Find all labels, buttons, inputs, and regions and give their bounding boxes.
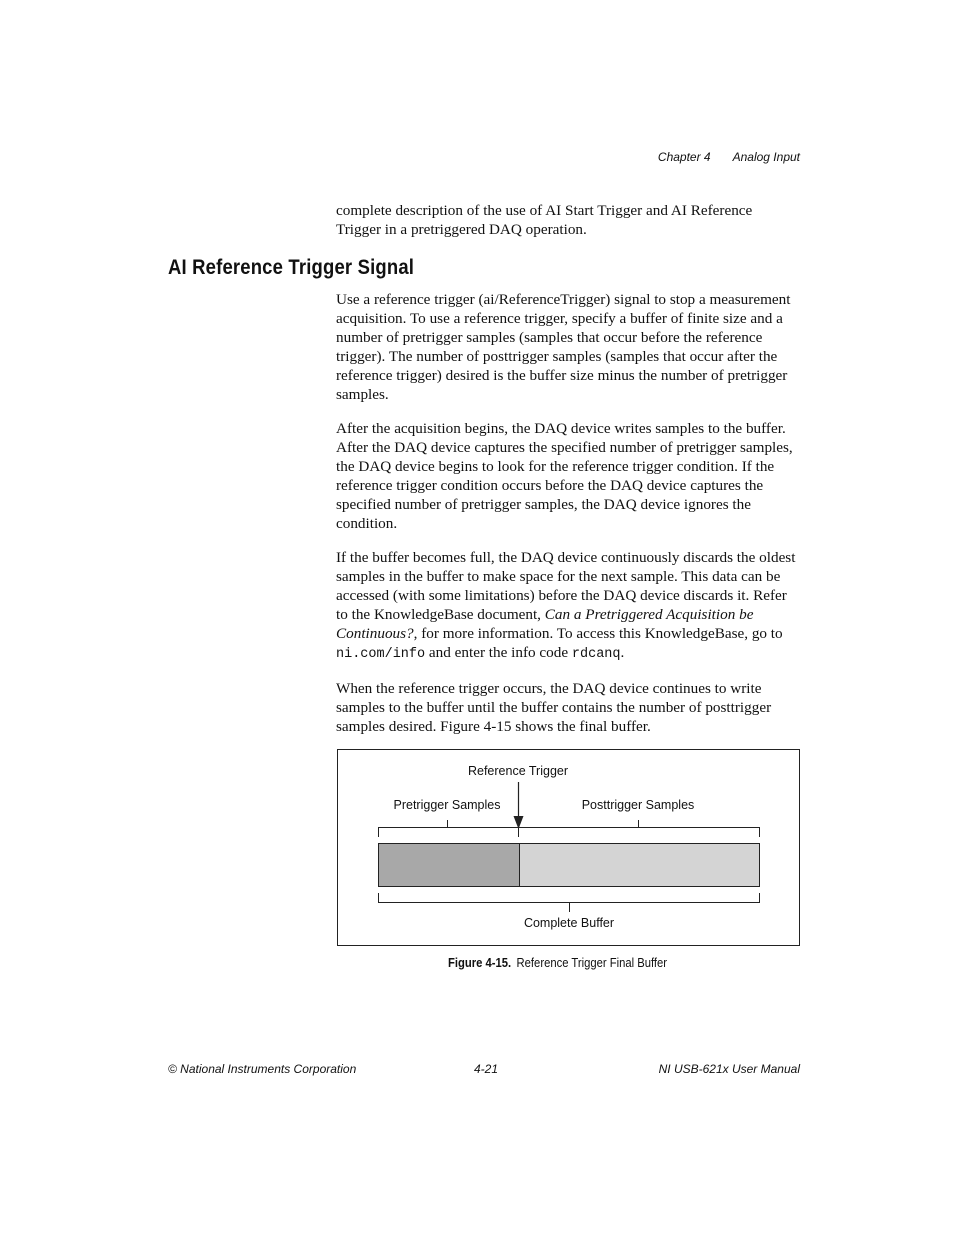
header-chapter: Chapter 4 xyxy=(657,150,711,164)
paragraph-3 xyxy=(336,548,800,664)
footer-page-number: 4-21 xyxy=(474,1062,499,1076)
p3-mid: , for more information. To access this KnowledgeBase, go to xyxy=(413,625,783,642)
info-code: rdcanq xyxy=(571,647,621,662)
paragraph-1: Use a reference trigger (ai/ReferenceTrigger) signal to stop a measurement acquisition. To use a reference trigger, specify a buffer of finite size and a number of pretrigger samples (samples that occur before the reference trigger). The number of posttrigger samples (samples that occur after the reference trigger) desired is the buffer size minus the number of pretrigger samples. xyxy=(336,291,791,403)
footer-right: NI USB-621x User Manual xyxy=(658,1062,800,1076)
paragraph-4: When the reference trigger occurs, the DAQ device continues to write samples to the buffer until the buffer contains the number of posttrigger samples desired. Figure 4-15 shows the final buffer. xyxy=(336,680,772,735)
running-header xyxy=(658,150,800,164)
reference-trigger-label: Reference Trigger xyxy=(467,764,569,778)
pretrigger-buffer-segment xyxy=(379,844,520,887)
figure-caption xyxy=(448,956,667,970)
section-heading: AI Reference Trigger Signal xyxy=(168,256,415,279)
intro-paragraph: complete description of the use of AI Start Trigger and AI Reference Trigger in a pretriggered DAQ operation. xyxy=(336,202,753,238)
p3-start: If the buffer becomes full, the DAQ device continuously discards the oldest samples in the buffer to make space for the next sample. This data can be accessed (with some limitations) before the DAQ device discards it. Refer to the KnowledgeBase document, xyxy=(336,549,796,623)
figure-title: Reference Trigger Final Buffer xyxy=(516,956,668,970)
footer-left: © National Instruments Corporation xyxy=(168,1062,357,1076)
posttrigger-buffer-segment xyxy=(520,844,760,887)
header-section: Analog Input xyxy=(732,150,800,164)
figure-reference-trigger-buffer xyxy=(337,749,800,946)
p3-end: . xyxy=(620,644,625,661)
intro-block xyxy=(336,201,800,254)
p3-mid2: and enter the info code xyxy=(425,644,572,661)
kb-document-title: Can a Pretriggered Acquisition be Continuous? xyxy=(336,606,754,642)
posttrigger-label: Posttrigger Samples xyxy=(581,798,695,812)
upper-bracket xyxy=(379,820,760,837)
paragraph-2: After the acquisition begins, the DAQ device writes samples to the buffer. After the DAQ device captures the specified number of pretrigger samples, the DAQ device begins to look for the reference trigger condition. If the reference trigger condition occurs before the DAQ device captures the specified number of pretrigger samples, the DAQ device ignores the condition. xyxy=(336,420,793,532)
complete-buffer-label: Complete Buffer xyxy=(523,916,615,930)
figure-number: Figure 4-15. xyxy=(448,956,512,970)
pretrigger-label: Pretrigger Samples xyxy=(393,798,501,812)
kb-url: ni.com/info xyxy=(336,647,426,662)
main-text xyxy=(336,290,800,751)
lower-bracket xyxy=(379,893,760,912)
